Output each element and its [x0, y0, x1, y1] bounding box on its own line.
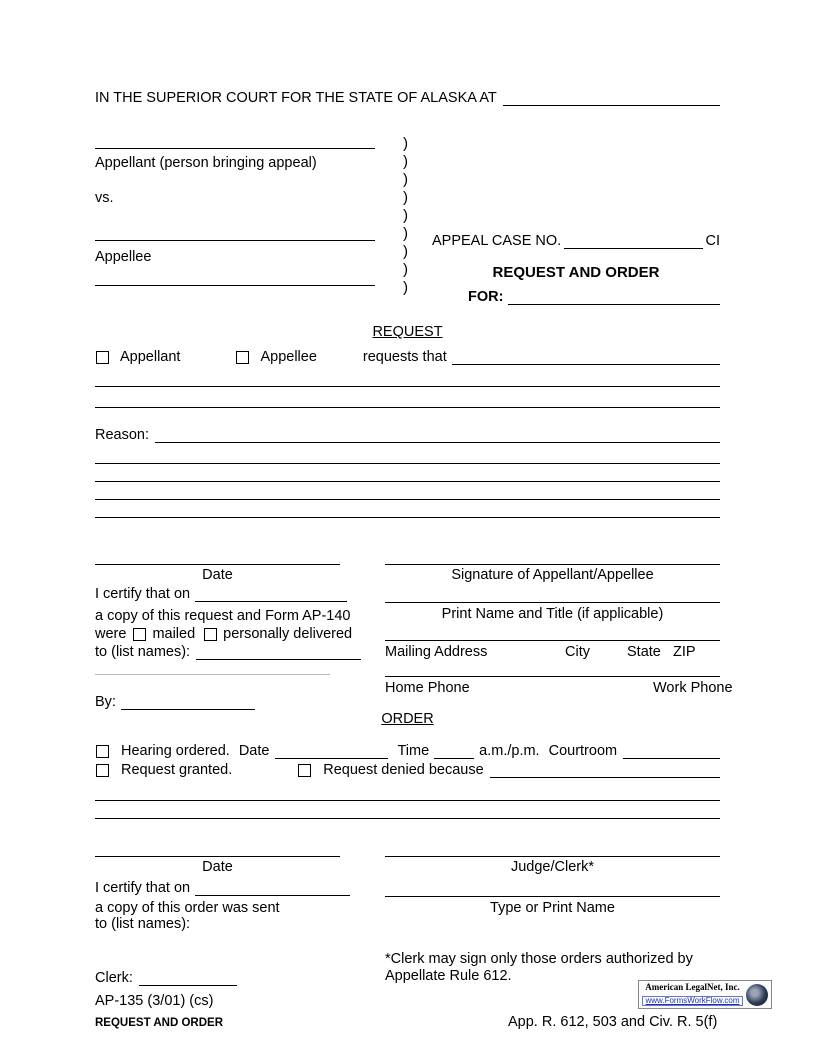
certify-request-date-field[interactable] [195, 587, 347, 602]
reason-label: Reason: [95, 427, 150, 443]
request-date-field[interactable] [95, 564, 340, 565]
request-heading-wrap [95, 324, 720, 340]
appeal-case-no-field[interactable] [564, 234, 702, 249]
order-certificate-block [95, 848, 375, 938]
mailing-address-field[interactable] [385, 640, 720, 641]
mailed-label: mailed [152, 626, 196, 642]
signature-label: Signature of Appellant/Appellee [451, 567, 654, 583]
appellee-name-field[interactable] [95, 240, 375, 241]
court-header [95, 90, 720, 106]
judge-clerk-label: Judge/Clerk* [510, 859, 594, 875]
work-phone-label: Work Phone [653, 680, 733, 696]
requests-that-label: requests that [362, 349, 447, 365]
signature-field[interactable] [385, 564, 720, 565]
requests-that-field[interactable] [452, 350, 720, 365]
appellant-option-label: Appellant [120, 349, 181, 365]
for-field[interactable] [508, 290, 720, 305]
by-field[interactable] [121, 695, 255, 710]
request-text-line-1[interactable] [95, 386, 720, 387]
mailing-address-label: Mailing Address [385, 644, 488, 660]
request-list-names-label: to (list names): [95, 644, 191, 660]
order-list-names-label: to (list names): [95, 916, 191, 932]
address-labels-row [385, 644, 720, 660]
request-list-names-row [95, 644, 361, 660]
denied-because-field[interactable] [490, 763, 720, 778]
granted-denied-row [96, 762, 720, 778]
request-party-row [96, 349, 720, 365]
hearing-ordered-label: Hearing ordered. [121, 743, 230, 759]
hearing-ordered-row [96, 743, 720, 759]
type-print-name-label: Type or Print Name [490, 900, 615, 916]
caption-block [95, 133, 720, 311]
clerk-label: Clerk: [95, 970, 133, 986]
request-granted-checkbox[interactable] [96, 764, 109, 777]
home-phone-label: Home Phone [385, 680, 470, 696]
caption-paren: ) [403, 243, 408, 260]
request-denied-label: Request denied because [323, 762, 484, 778]
hearing-date-field[interactable] [275, 744, 388, 759]
by-row [95, 694, 255, 710]
request-list-names-field[interactable] [196, 645, 361, 660]
hearing-ordered-checkbox[interactable] [96, 745, 109, 758]
legalnet-logo-url[interactable]: www.FormsWorkFlow.com [642, 996, 742, 1006]
order-date-field[interactable] [95, 856, 340, 857]
personally-delivered-checkbox[interactable] [204, 628, 217, 641]
vs-label: vs. [95, 190, 114, 206]
certify-order-date-row [95, 880, 350, 896]
certify-order-on-label: I certify that on [95, 880, 191, 896]
reason-line-2[interactable] [95, 481, 720, 482]
clerk-field[interactable] [139, 971, 237, 986]
caption-paren: ) [403, 207, 408, 224]
mailed-checkbox[interactable] [133, 628, 146, 641]
ampm-label: a.m./p.m. [479, 743, 540, 759]
caption-paren: ) [403, 153, 408, 170]
zip-label: ZIP [673, 644, 696, 660]
appeal-case-row [432, 233, 720, 249]
caption-extra-field[interactable] [95, 285, 375, 286]
for-label: FOR: [468, 289, 504, 305]
reason-row [95, 427, 720, 443]
reason-field[interactable] [155, 428, 720, 443]
hearing-time-field[interactable] [434, 744, 474, 759]
order-text-line-1[interactable] [95, 800, 720, 801]
phone-field[interactable] [385, 676, 720, 677]
appellant-name-field[interactable] [95, 148, 375, 149]
form-number: AP-135 (3/01) (cs) [95, 993, 214, 1009]
courtroom-label: Courtroom [548, 743, 618, 759]
legalnet-logo-name: American LegalNet, Inc. [645, 981, 740, 992]
reason-line-4[interactable] [95, 517, 720, 518]
for-row [432, 289, 720, 305]
order-heading-wrap [95, 711, 720, 727]
certify-order-date-field[interactable] [195, 881, 350, 896]
signature-block [385, 556, 733, 706]
court-location-field[interactable] [503, 91, 720, 106]
print-name-field[interactable] [385, 602, 720, 603]
by-label: By: [95, 694, 116, 710]
caption-paren: ) [403, 225, 408, 242]
request-granted-label: Request granted. [121, 762, 233, 778]
appellee-checkbox[interactable] [236, 351, 249, 364]
caption-paren: ) [403, 135, 408, 152]
certify-request-on-label: I certify that on [95, 586, 191, 602]
appellee-label: Appellee [95, 249, 152, 265]
phone-labels-row [385, 680, 733, 696]
caption-paren: ) [403, 189, 408, 206]
appellant-checkbox[interactable] [96, 351, 109, 364]
order-heading: ORDER [381, 711, 434, 727]
caption-paren-column [403, 135, 408, 297]
request-denied-checkbox[interactable] [298, 764, 311, 777]
certify-order-copy-label: a copy of this order was sent [95, 900, 280, 916]
courtroom-field[interactable] [623, 744, 720, 759]
appeal-case-no-label: APPEAL CASE NO. [432, 233, 562, 249]
print-name-label: Print Name and Title (if applicable) [441, 606, 664, 622]
judge-clerk-block [385, 848, 720, 918]
state-label: State [627, 644, 661, 660]
type-print-name-field[interactable] [385, 896, 720, 897]
clerk-row [95, 970, 255, 986]
legalnet-logo[interactable] [638, 980, 772, 1009]
reason-line-1[interactable] [95, 463, 720, 464]
hearing-date-label: Date [238, 743, 270, 759]
legalnet-logo-text [639, 983, 746, 1007]
order-date-label: Date [202, 859, 233, 875]
caption-paren: ) [403, 279, 408, 296]
were-label: were [95, 626, 127, 642]
personally-delivered-label: personally delivered [223, 626, 353, 642]
certify-request-copy-label: a copy of this request and Form AP-140 [95, 608, 351, 624]
request-text-line-2[interactable] [95, 407, 720, 408]
ci-suffix-label: CI [705, 233, 720, 249]
footer-rules-ref: App. R. 612, 503 and Civ. R. 5(f) [508, 1014, 718, 1030]
judge-clerk-signature-field[interactable] [385, 856, 720, 857]
caption-paren: ) [403, 261, 408, 278]
city-label: City [565, 644, 590, 660]
delivery-method-row [95, 626, 373, 642]
footer-form-title: REQUEST AND ORDER [95, 1017, 223, 1029]
clerk-note: *Clerk may sign only those orders authorized by Appellate Rule 612. [385, 951, 693, 984]
legalnet-logo-icon [746, 984, 768, 1006]
hearing-time-label: Time [397, 743, 430, 759]
form-title: REQUEST AND ORDER [492, 264, 660, 281]
request-heading: REQUEST [372, 324, 443, 340]
appellee-option-label: Appellee [260, 349, 317, 365]
reason-line-3[interactable] [95, 499, 720, 500]
caption-paren: ) [403, 171, 408, 188]
court-header-label: IN THE SUPERIOR COURT FOR THE STATE OF ALASKA AT [95, 90, 497, 106]
certificate-divider-line [95, 674, 330, 675]
request-certificate-block [95, 556, 377, 716]
request-date-label: Date [202, 567, 233, 583]
order-text-line-2[interactable] [95, 818, 720, 819]
certify-request-date-row [95, 586, 347, 602]
appellant-label: Appellant (person bringing appeal) [95, 155, 317, 171]
